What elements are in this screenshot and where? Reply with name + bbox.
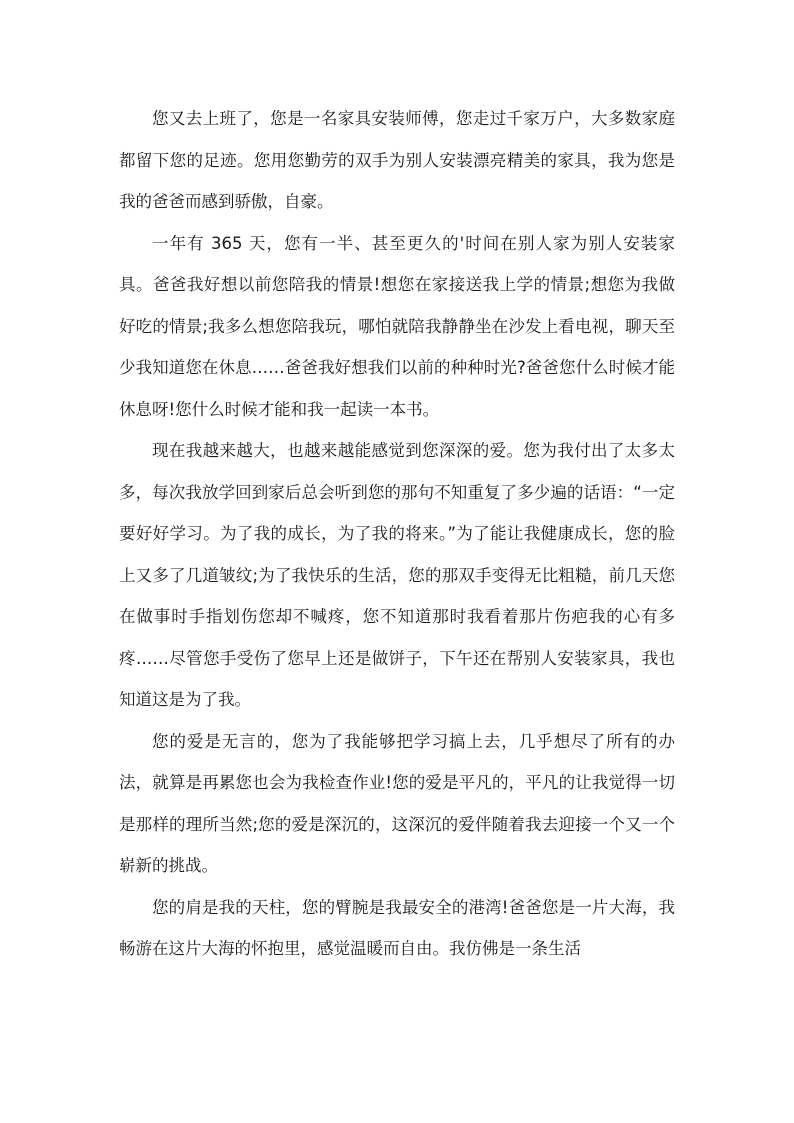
paragraph-5: 您的肩是我的天柱，您的臂腕是我最安全的港湾!爸爸您是一片大海，我畅游在这片大海的怀抱里，感觉温暖而自由。我仿佛是一条生活 bbox=[119, 897, 675, 958]
paragraph-4: 您的爱是无言的，您为了我能够把学习搞上去，几乎想尽了所有的办法，就算是再累您也会为我检查作业!您的爱是平凡的，平凡的让我觉得一切是那样的理所当然;您的爱是深沉的，这深沉的爱伴随着我去迎接一个又一个崭新的挑战。 bbox=[119, 731, 675, 875]
paragraph-1: 您又去上班了，您是一名家具安装师傅，您走过千家万户，大多数家庭都留下您的足迹。您用您勤劳的双手为别人安装漂亮精美的家具，我为您是我的爸爸而感到骄傲，自豪。 bbox=[119, 109, 675, 211]
document-body bbox=[119, 98, 675, 970]
paragraph-2: 一年有 365 天，您有一半、甚至更久的'时间在别人家为别人安装家具。爸爸我好想以前您陪我的情景!想您在家接送我上学的情景;想您为我做好吃的情景;我多么想您陪我玩，哪怕就陪我静静坐在沙发上看电视，聊天至少我知道您在休息……爸爸我好想我们以前的种种时光?爸爸您什么时候才能休息呀!您什么时候才能和我一起读一本书。 bbox=[119, 233, 675, 419]
paragraph-3: 现在我越来越大，也越来越能感觉到您深深的爱。您为我付出了太多太多，每次我放学回到家后总会听到您的那句不知重复了多少遍的话语：“一定要好好学习。为了我的成长，为了我的将来。”为了能让我健康成长，您的脸上又多了几道皱纹;为了我快乐的生活，您的那双手变得无比粗糙，前几天您在做事时手指划伤您却不喊疼，您不知道那时我看着那片伤疤我的心有多疼……尽管您手受伤了您早上还是做饼子，下午还在帮别人安装家具，我也知道这是为了我。 bbox=[119, 441, 675, 709]
